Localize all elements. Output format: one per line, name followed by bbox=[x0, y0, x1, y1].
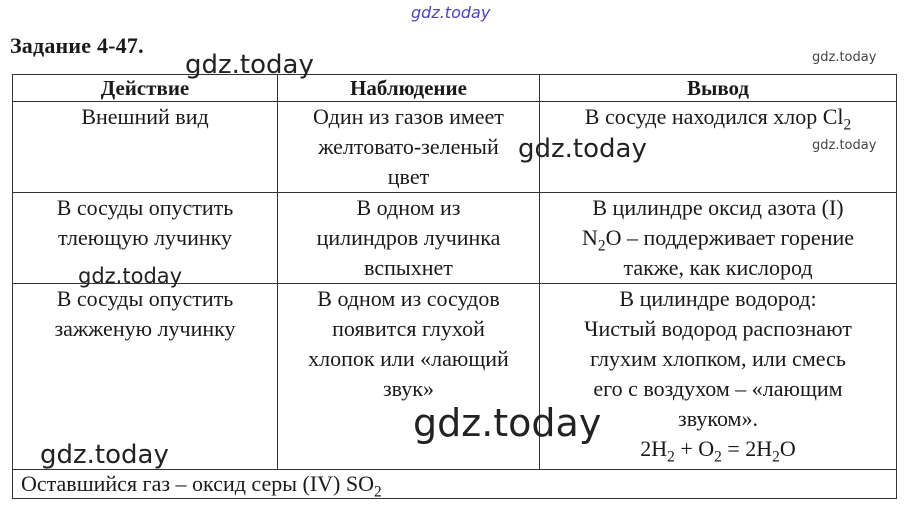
header-observation: Наблюдение bbox=[278, 75, 540, 102]
footer-cell: Оставшийся газ – оксид серы (IV) $SO_2$ bbox=[13, 470, 897, 499]
cell-action bbox=[13, 193, 278, 284]
watermark: gdz.today bbox=[812, 50, 877, 65]
cell-text: его с воздухом – «лающим bbox=[593, 376, 843, 401]
cell-text: Один из газов имеет bbox=[313, 104, 504, 129]
task-title: Задание 4-47. bbox=[10, 33, 144, 58]
table-header-row bbox=[13, 75, 897, 102]
cell-conclusion bbox=[540, 284, 897, 470]
cell-text: Чистый водород распознают bbox=[584, 316, 852, 341]
cell-text: тлеющую лучинку bbox=[57, 225, 233, 250]
cell-text: звук» bbox=[382, 376, 434, 401]
cell-text: также, как кислород bbox=[623, 255, 813, 280]
cell-text: желтовато-зеленый bbox=[318, 134, 499, 159]
table-row bbox=[13, 102, 897, 193]
cell-text: звуком». bbox=[678, 406, 758, 431]
header-action: Действие bbox=[13, 75, 278, 102]
cell-text: появится глухой bbox=[332, 316, 485, 341]
watermark: gdz.today bbox=[185, 50, 314, 80]
cell-text: зажженую лучинку bbox=[54, 316, 236, 341]
cell-text: цилиндров лучинка bbox=[316, 225, 501, 250]
cell-action bbox=[13, 102, 278, 193]
cell-observation bbox=[278, 284, 540, 470]
cell-observation bbox=[278, 193, 540, 284]
cell-text: В одном из сосудов bbox=[317, 286, 500, 311]
watermark: gdz.today bbox=[812, 138, 877, 153]
cell-text: В сосуды опустить bbox=[56, 195, 234, 220]
cell-text: Внешний вид bbox=[81, 104, 209, 129]
cell-action bbox=[13, 284, 278, 470]
table-row bbox=[13, 193, 897, 284]
watermark: gdz.today bbox=[518, 134, 647, 164]
answer-table bbox=[12, 74, 897, 499]
table-row bbox=[13, 284, 897, 470]
header-conclusion: Вывод bbox=[540, 75, 897, 102]
cell-observation bbox=[278, 102, 540, 193]
cell-conclusion bbox=[540, 193, 897, 284]
cell-text: вспыхнет bbox=[364, 255, 453, 280]
cell-text: $N_2O$ – поддерживает горение bbox=[581, 225, 855, 255]
cell-text: хлопок или «лающий bbox=[308, 346, 509, 371]
cell-text: В цилиндре оксид азота (I) bbox=[592, 195, 844, 220]
watermark: gdz.today bbox=[40, 440, 169, 470]
table-footer-row bbox=[13, 470, 897, 499]
cell-text: В цилиндре водород: bbox=[619, 286, 817, 311]
cell-text: В одном из bbox=[356, 195, 461, 220]
cell-text: В сосуде находился хлор $Cl_2$ bbox=[584, 104, 852, 134]
cell-conclusion bbox=[540, 102, 897, 193]
cell-text: глухим хлопком, или смесь bbox=[590, 346, 846, 371]
watermark: gdz.today bbox=[78, 264, 183, 288]
chemical-equation: $2H_2 + O_2 = 2H_2O$ bbox=[640, 436, 796, 466]
cell-text: цвет bbox=[387, 164, 430, 189]
watermark: gdz.today bbox=[413, 401, 602, 445]
cell-text: В сосуды опустить bbox=[56, 286, 234, 311]
watermark-top: gdz.today bbox=[411, 3, 491, 22]
